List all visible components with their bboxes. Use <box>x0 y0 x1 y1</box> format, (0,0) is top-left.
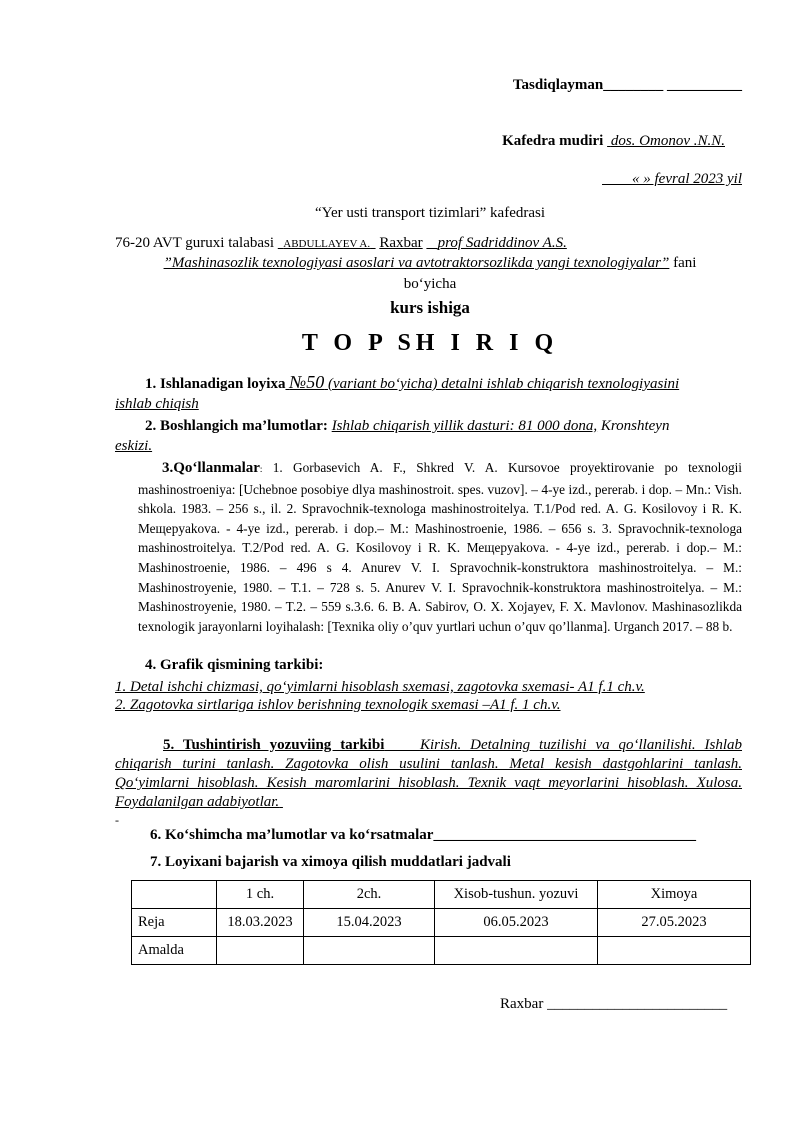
item-4-line-2: 2. Zagotovka sirtlariga ishlov berishning texnologik sxemasi –A1 f. 1 ch.v. <box>115 697 561 713</box>
item-6-blank: ___________________________________ <box>433 827 696 843</box>
supervisor-name: prof Sadriddinov A.S. <box>437 235 567 251</box>
schedule-cell <box>598 937 751 965</box>
item-3-references <box>138 458 742 636</box>
item-5-label: 5. Tushintirish yozuviing tarkibi <box>163 737 385 753</box>
item-6 <box>150 827 696 844</box>
table-row <box>132 909 751 937</box>
item-5-gap <box>384 737 420 753</box>
supervisor-label: Raxbar <box>379 235 423 251</box>
item-1-text: №50 (variant bo‘yicha) detalni ishlab chiqarish texnologiyasini <box>289 372 680 392</box>
item-3-label: 3.Qo‘llanmalar <box>162 460 260 476</box>
item-3-colon: : <box>259 464 263 474</box>
schedule-cell: 15.04.2023 <box>304 909 435 937</box>
boyicha-text: bo‘yicha <box>403 276 457 292</box>
item-4-label: 4. Grafik qismining tarkibi: <box>145 657 324 673</box>
schedule-header-2ch: 2ch. <box>304 881 435 909</box>
subject-title: ”Mashinasozlik texnologiyasi asoslari va avtotraktorsozlikda yangi texnologiyalar” <box>163 255 670 271</box>
subject-suffix: fani <box>673 255 697 271</box>
schedule-header-ximoya: Ximoya <box>598 881 751 909</box>
schedule-header-1ch: 1 ch. <box>217 881 304 909</box>
head-of-department-line <box>502 133 725 150</box>
item-2-label: 2. Boshlangich ma’lumotlar: <box>145 418 328 434</box>
item-1 <box>115 372 742 414</box>
schedule-cell <box>304 937 435 965</box>
approval-line <box>513 77 742 94</box>
footer-supervisor <box>500 996 727 1013</box>
approval-date: « » fevral 2023 yil <box>632 171 742 187</box>
approval-blank-2: __________ <box>667 77 742 93</box>
student-group: 76-20 AVT guruxi talabasi <box>115 235 275 251</box>
item-2-text-b: Kronshteyn <box>600 418 670 434</box>
item-5-line-4: Foydalanilgan adabiyotlar. <box>115 794 280 810</box>
schedule-cell <box>217 937 304 965</box>
schedule-cell: 06.05.2023 <box>435 909 598 937</box>
approval-label: Tasdiqlayman <box>512 77 604 93</box>
schedule-header-xisob: Xisob-tushun. yozuvi <box>435 881 598 909</box>
head-label: Kafedra mudiri <box>502 133 604 149</box>
student-line <box>115 235 567 252</box>
schedule-cell <box>435 937 598 965</box>
item-6-label: 6. Ko‘shimcha ma’lumotlar va ko‘rsatmalar <box>150 827 434 843</box>
schedule-header-row <box>132 881 751 909</box>
head-name: dos. Omonov .N.N. <box>610 133 725 149</box>
item-2-text: Ishlab chiqarish yillik dasturi: 81 000 dona, <box>331 418 598 434</box>
table-row <box>132 937 751 965</box>
footer-blank: ________________________ <box>547 996 728 1012</box>
schedule-cell: 27.05.2023 <box>598 909 751 937</box>
schedule-table <box>131 880 751 965</box>
item-4-line-1: 1. Detal ishchi chizmasi, qo‘yimlarni hisoblash sxemasi, zagotovka sxemasi- A1 f.1 ch.v. <box>115 679 645 695</box>
footer-label: Raxbar <box>500 996 544 1012</box>
schedule-header-empty <box>132 881 217 909</box>
item-1-text-continued: ishlab chiqish <box>115 396 199 412</box>
schedule-cell: Reja <box>132 909 217 937</box>
item-7-label: 7. Loyixani bajarish va ximoya qilish muddatlari jadvali <box>150 854 511 870</box>
item-3-text: 1. Gorbasevich A. F., Shkred V. A. Kursovoe proyektirovanie po texnologii mashinostroeniya: [Uchebnoe posobiye dlya mashinostroit. spes. vuzov]. – 4-ye izd., pererab. i dop. – Mn.: Vish. shkola. 1983. – 256 s., il. 2. Spravochnik-texnologa mashinostroitelya. T.1/Pod red. A. G. Kosilovoy i R. K. Мещерyakova. - 4-ye izd., pererab. i dop.– M.: Mashinostroenie, 1986. – 656 s. 3. Spravochnik-texnologa mashinostroitelya. T.2/Pod red. A. G. Kosilovoy i R. K. Мещерyakova. - 4-ye izd., pererab. i dop.– M.: Mashinostroenie, 1986. – 496 s 4. Anurev V. I. Spravochnik-konstruktora mashinostroitelya. – M.: Mashinostroyenie, 1980. – T.1. – 728 s. 5. Anurev V. I. Spravochnik-konstruktora mashinostroitelya. – M.: Mashinostroyenie, 1980. – T.2. – 559 s.3.6. 6. B. A. Sabirov, O. X. Xojayev, F. X. Mavlonov. Mashinasozlikda texnologik jarayonlarni loyihalash: [Texnika oliy o’quv yurtlari uchun o’quv qo’llanma]. Urganch 2017. – 88 b. <box>138 460 743 634</box>
item-1-label: 1. Ishlanadigan loyixa <box>145 376 286 392</box>
document-title: T O P SH I R I Q <box>301 330 559 356</box>
dash-mark: - <box>115 813 119 827</box>
department-name: “Yer usti transport tizimlari” kafedrasi <box>314 205 546 221</box>
approval-blank-1: ________ <box>603 77 664 93</box>
subject-line <box>0 255 800 272</box>
item-2-text-continued: eskizi. <box>115 438 153 454</box>
item-5-line-2: chiqarish turini tanlash. Zagotovka olish usulini tanlash. Metal kesish dastgohlarini tanlash. <box>115 756 742 772</box>
course-work-label: kurs ishiga <box>390 298 470 317</box>
item-2 <box>115 416 742 456</box>
item-5 <box>115 736 742 812</box>
schedule-cell: Amalda <box>132 937 217 965</box>
item-5-line-3: Qo‘yimlarni hisoblash. Kesish maromlarini hisoblash. Texnik vaqt meyorlarini hisoblash. Xulosa. <box>115 775 742 791</box>
item-5-line-1: Kirish. Detalning tuzilishi va qo‘llanilishi. Ishlab <box>419 737 743 753</box>
student-name: ABDULLAYEV A. <box>283 238 371 250</box>
schedule-cell: 18.03.2023 <box>217 909 304 937</box>
